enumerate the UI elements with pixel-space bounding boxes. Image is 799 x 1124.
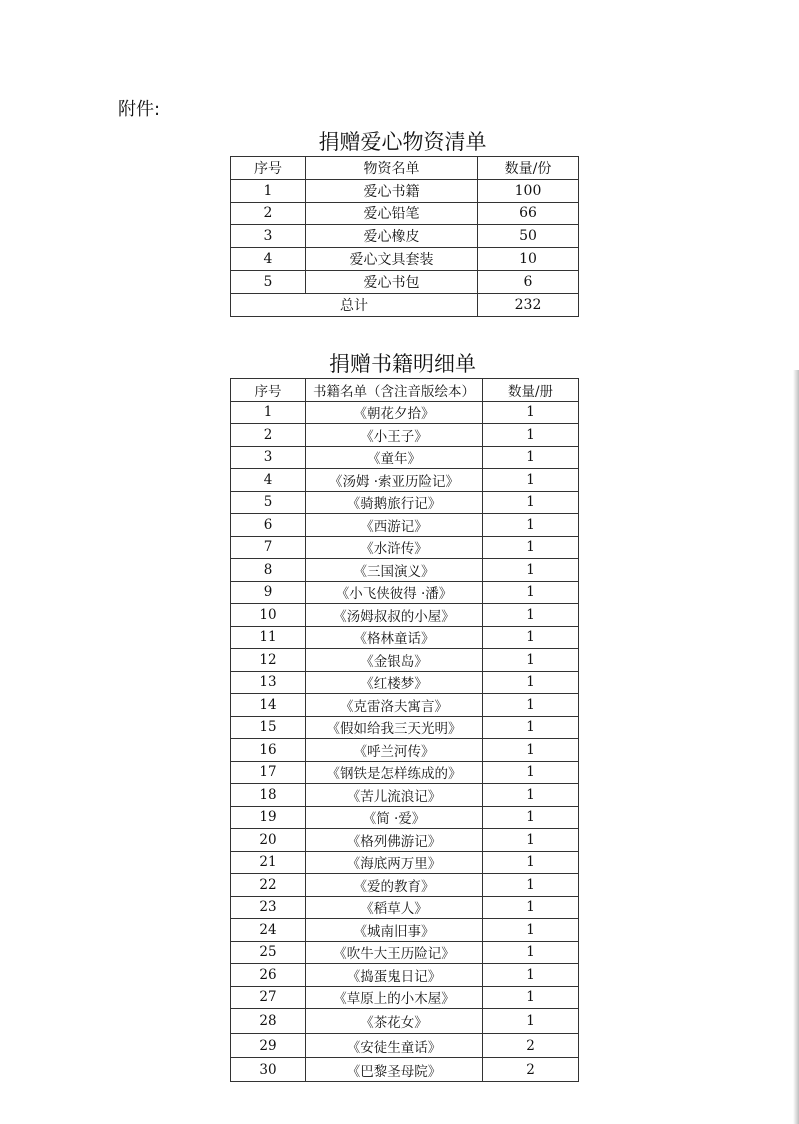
book-qty: 1 <box>483 986 579 1009</box>
row-number: 3 <box>231 225 306 248</box>
table-row <box>231 626 579 649</box>
row-number: 2 <box>231 424 306 447</box>
book-qty: 1 <box>483 941 579 964</box>
book-title: 《西游记》 <box>306 514 483 537</box>
book-qty: 1 <box>483 739 579 762</box>
row-number: 18 <box>231 784 306 807</box>
row-number: 26 <box>231 964 306 987</box>
item-qty: 66 <box>478 202 579 225</box>
page-edge-shadow <box>793 370 799 1124</box>
book-qty: 1 <box>483 446 579 469</box>
table-row <box>231 829 579 852</box>
table-row <box>231 248 579 271</box>
table-row <box>231 716 579 739</box>
table-row <box>231 401 579 424</box>
item-name: 爱心书包 <box>306 270 478 293</box>
attachment-label: 附件: <box>118 99 161 120</box>
row-number: 28 <box>231 1009 306 1034</box>
table-row <box>231 225 579 248</box>
row-number: 2 <box>231 202 306 225</box>
materials-header-row <box>231 157 579 180</box>
book-qty: 1 <box>483 874 579 897</box>
table-row <box>231 896 579 919</box>
item-name: 爱心书籍 <box>306 179 478 202</box>
book-qty: 1 <box>483 761 579 784</box>
book-qty: 1 <box>483 851 579 874</box>
book-qty: 1 <box>483 716 579 739</box>
item-name: 爱心文具套装 <box>306 248 478 271</box>
row-number: 25 <box>231 941 306 964</box>
table-row <box>231 514 579 537</box>
row-number: 15 <box>231 716 306 739</box>
table-row <box>231 649 579 672</box>
table-row <box>231 671 579 694</box>
header-cell: 序号 <box>231 379 306 402</box>
row-number: 14 <box>231 694 306 717</box>
table-row <box>231 919 579 942</box>
table-row <box>231 784 579 807</box>
book-title: 《爱的教育》 <box>306 874 483 897</box>
row-number: 1 <box>231 179 306 202</box>
row-number: 13 <box>231 671 306 694</box>
book-qty: 1 <box>483 514 579 537</box>
book-title: 《草原上的小木屋》 <box>306 986 483 1009</box>
row-number: 19 <box>231 806 306 829</box>
row-number: 27 <box>231 986 306 1009</box>
materials-table-title: 捐赠爱心物资清单 <box>318 130 487 154</box>
row-number: 11 <box>231 626 306 649</box>
table-row <box>231 761 579 784</box>
header-cell: 数量/册 <box>483 379 579 402</box>
table-row <box>231 1058 579 1082</box>
table-row <box>231 851 579 874</box>
header-cell: 序号 <box>231 157 306 180</box>
row-number: 23 <box>231 896 306 919</box>
row-number: 8 <box>231 559 306 582</box>
book-title: 《骑鹅旅行记》 <box>306 491 483 514</box>
materials-table <box>230 156 579 317</box>
book-title: 《红楼梦》 <box>306 671 483 694</box>
book-title: 《吹牛大王历险记》 <box>306 941 483 964</box>
row-number: 20 <box>231 829 306 852</box>
header-cell: 书籍名单（含注音版绘本） <box>306 379 483 402</box>
table-row <box>231 739 579 762</box>
book-qty: 1 <box>483 829 579 852</box>
total-row <box>231 293 579 316</box>
book-title: 《钢铁是怎样练成的》 <box>306 761 483 784</box>
book-title: 《安徒生童话》 <box>306 1034 483 1058</box>
table-row <box>231 581 579 604</box>
book-qty: 2 <box>483 1058 579 1082</box>
row-number: 4 <box>231 248 306 271</box>
row-number: 12 <box>231 649 306 672</box>
book-qty: 1 <box>483 559 579 582</box>
item-qty: 50 <box>478 225 579 248</box>
table-row <box>231 1034 579 1058</box>
book-qty: 1 <box>483 806 579 829</box>
table-row <box>231 874 579 897</box>
book-title: 《金银岛》 <box>306 649 483 672</box>
book-qty: 1 <box>483 604 579 627</box>
book-qty: 1 <box>483 536 579 559</box>
table-row <box>231 559 579 582</box>
row-number: 24 <box>231 919 306 942</box>
book-title: 《小飞侠彼得 ·潘》 <box>306 581 483 604</box>
item-name: 爱心橡皮 <box>306 225 478 248</box>
row-number: 30 <box>231 1058 306 1082</box>
table-row <box>231 469 579 492</box>
book-qty: 1 <box>483 964 579 987</box>
book-qty: 1 <box>483 581 579 604</box>
row-number: 3 <box>231 446 306 469</box>
item-qty: 6 <box>478 270 579 293</box>
book-qty: 2 <box>483 1034 579 1058</box>
book-qty: 1 <box>483 694 579 717</box>
book-title: 《水浒传》 <box>306 536 483 559</box>
item-qty: 10 <box>478 248 579 271</box>
table-row <box>231 446 579 469</box>
table-row <box>231 694 579 717</box>
book-qty: 1 <box>483 671 579 694</box>
table-row <box>231 270 579 293</box>
row-number: 9 <box>231 581 306 604</box>
table-row <box>231 179 579 202</box>
book-title: 《克雷洛夫寓言》 <box>306 694 483 717</box>
table-row <box>231 806 579 829</box>
books-header-row <box>231 379 579 402</box>
book-qty: 1 <box>483 896 579 919</box>
book-title: 《捣蛋鬼日记》 <box>306 964 483 987</box>
item-qty: 100 <box>478 179 579 202</box>
book-title: 《格林童话》 <box>306 626 483 649</box>
table-row <box>231 604 579 627</box>
book-title: 《海底两万里》 <box>306 851 483 874</box>
row-number: 16 <box>231 739 306 762</box>
book-title: 《呼兰河传》 <box>306 739 483 762</box>
table-row <box>231 202 579 225</box>
table-row <box>231 941 579 964</box>
book-qty: 1 <box>483 469 579 492</box>
book-qty: 1 <box>483 919 579 942</box>
row-number: 17 <box>231 761 306 784</box>
book-qty: 1 <box>483 491 579 514</box>
table-row <box>231 424 579 447</box>
row-number: 7 <box>231 536 306 559</box>
book-title: 《汤姆 ·索亚历险记》 <box>306 469 483 492</box>
book-title: 《苦儿流浪记》 <box>306 784 483 807</box>
book-title: 《巴黎圣母院》 <box>306 1058 483 1082</box>
header-cell: 数量/份 <box>478 157 579 180</box>
book-title: 《朝花夕拾》 <box>306 401 483 424</box>
book-title: 《稻草人》 <box>306 896 483 919</box>
book-qty: 1 <box>483 424 579 447</box>
row-number: 29 <box>231 1034 306 1058</box>
book-title: 《城南旧事》 <box>306 919 483 942</box>
book-qty: 1 <box>483 626 579 649</box>
book-title: 《格列佛游记》 <box>306 829 483 852</box>
total-value: 232 <box>478 293 579 316</box>
book-qty: 1 <box>483 649 579 672</box>
book-title: 《童年》 <box>306 446 483 469</box>
row-number: 6 <box>231 514 306 537</box>
row-number: 5 <box>231 270 306 293</box>
book-title: 《小王子》 <box>306 424 483 447</box>
books-table-title: 捐赠书籍明细单 <box>329 352 476 376</box>
book-title: 《三国演义》 <box>306 559 483 582</box>
row-number: 10 <box>231 604 306 627</box>
book-title: 《假如给我三天光明》 <box>306 716 483 739</box>
table-row <box>231 491 579 514</box>
books-table <box>230 378 579 1082</box>
row-number: 5 <box>231 491 306 514</box>
book-title: 《茶花女》 <box>306 1009 483 1034</box>
row-number: 1 <box>231 401 306 424</box>
row-number: 21 <box>231 851 306 874</box>
table-row <box>231 964 579 987</box>
book-qty: 1 <box>483 401 579 424</box>
row-number: 4 <box>231 469 306 492</box>
item-name: 爱心铅笔 <box>306 202 478 225</box>
row-number: 22 <box>231 874 306 897</box>
book-qty: 1 <box>483 784 579 807</box>
table-row <box>231 986 579 1009</box>
total-label: 总计 <box>231 293 478 316</box>
book-qty: 1 <box>483 1009 579 1034</box>
header-cell: 物资名单 <box>306 157 478 180</box>
table-row <box>231 1009 579 1034</box>
book-title: 《汤姆叔叔的小屋》 <box>306 604 483 627</box>
book-title: 《简 ·爱》 <box>306 806 483 829</box>
table-row <box>231 536 579 559</box>
